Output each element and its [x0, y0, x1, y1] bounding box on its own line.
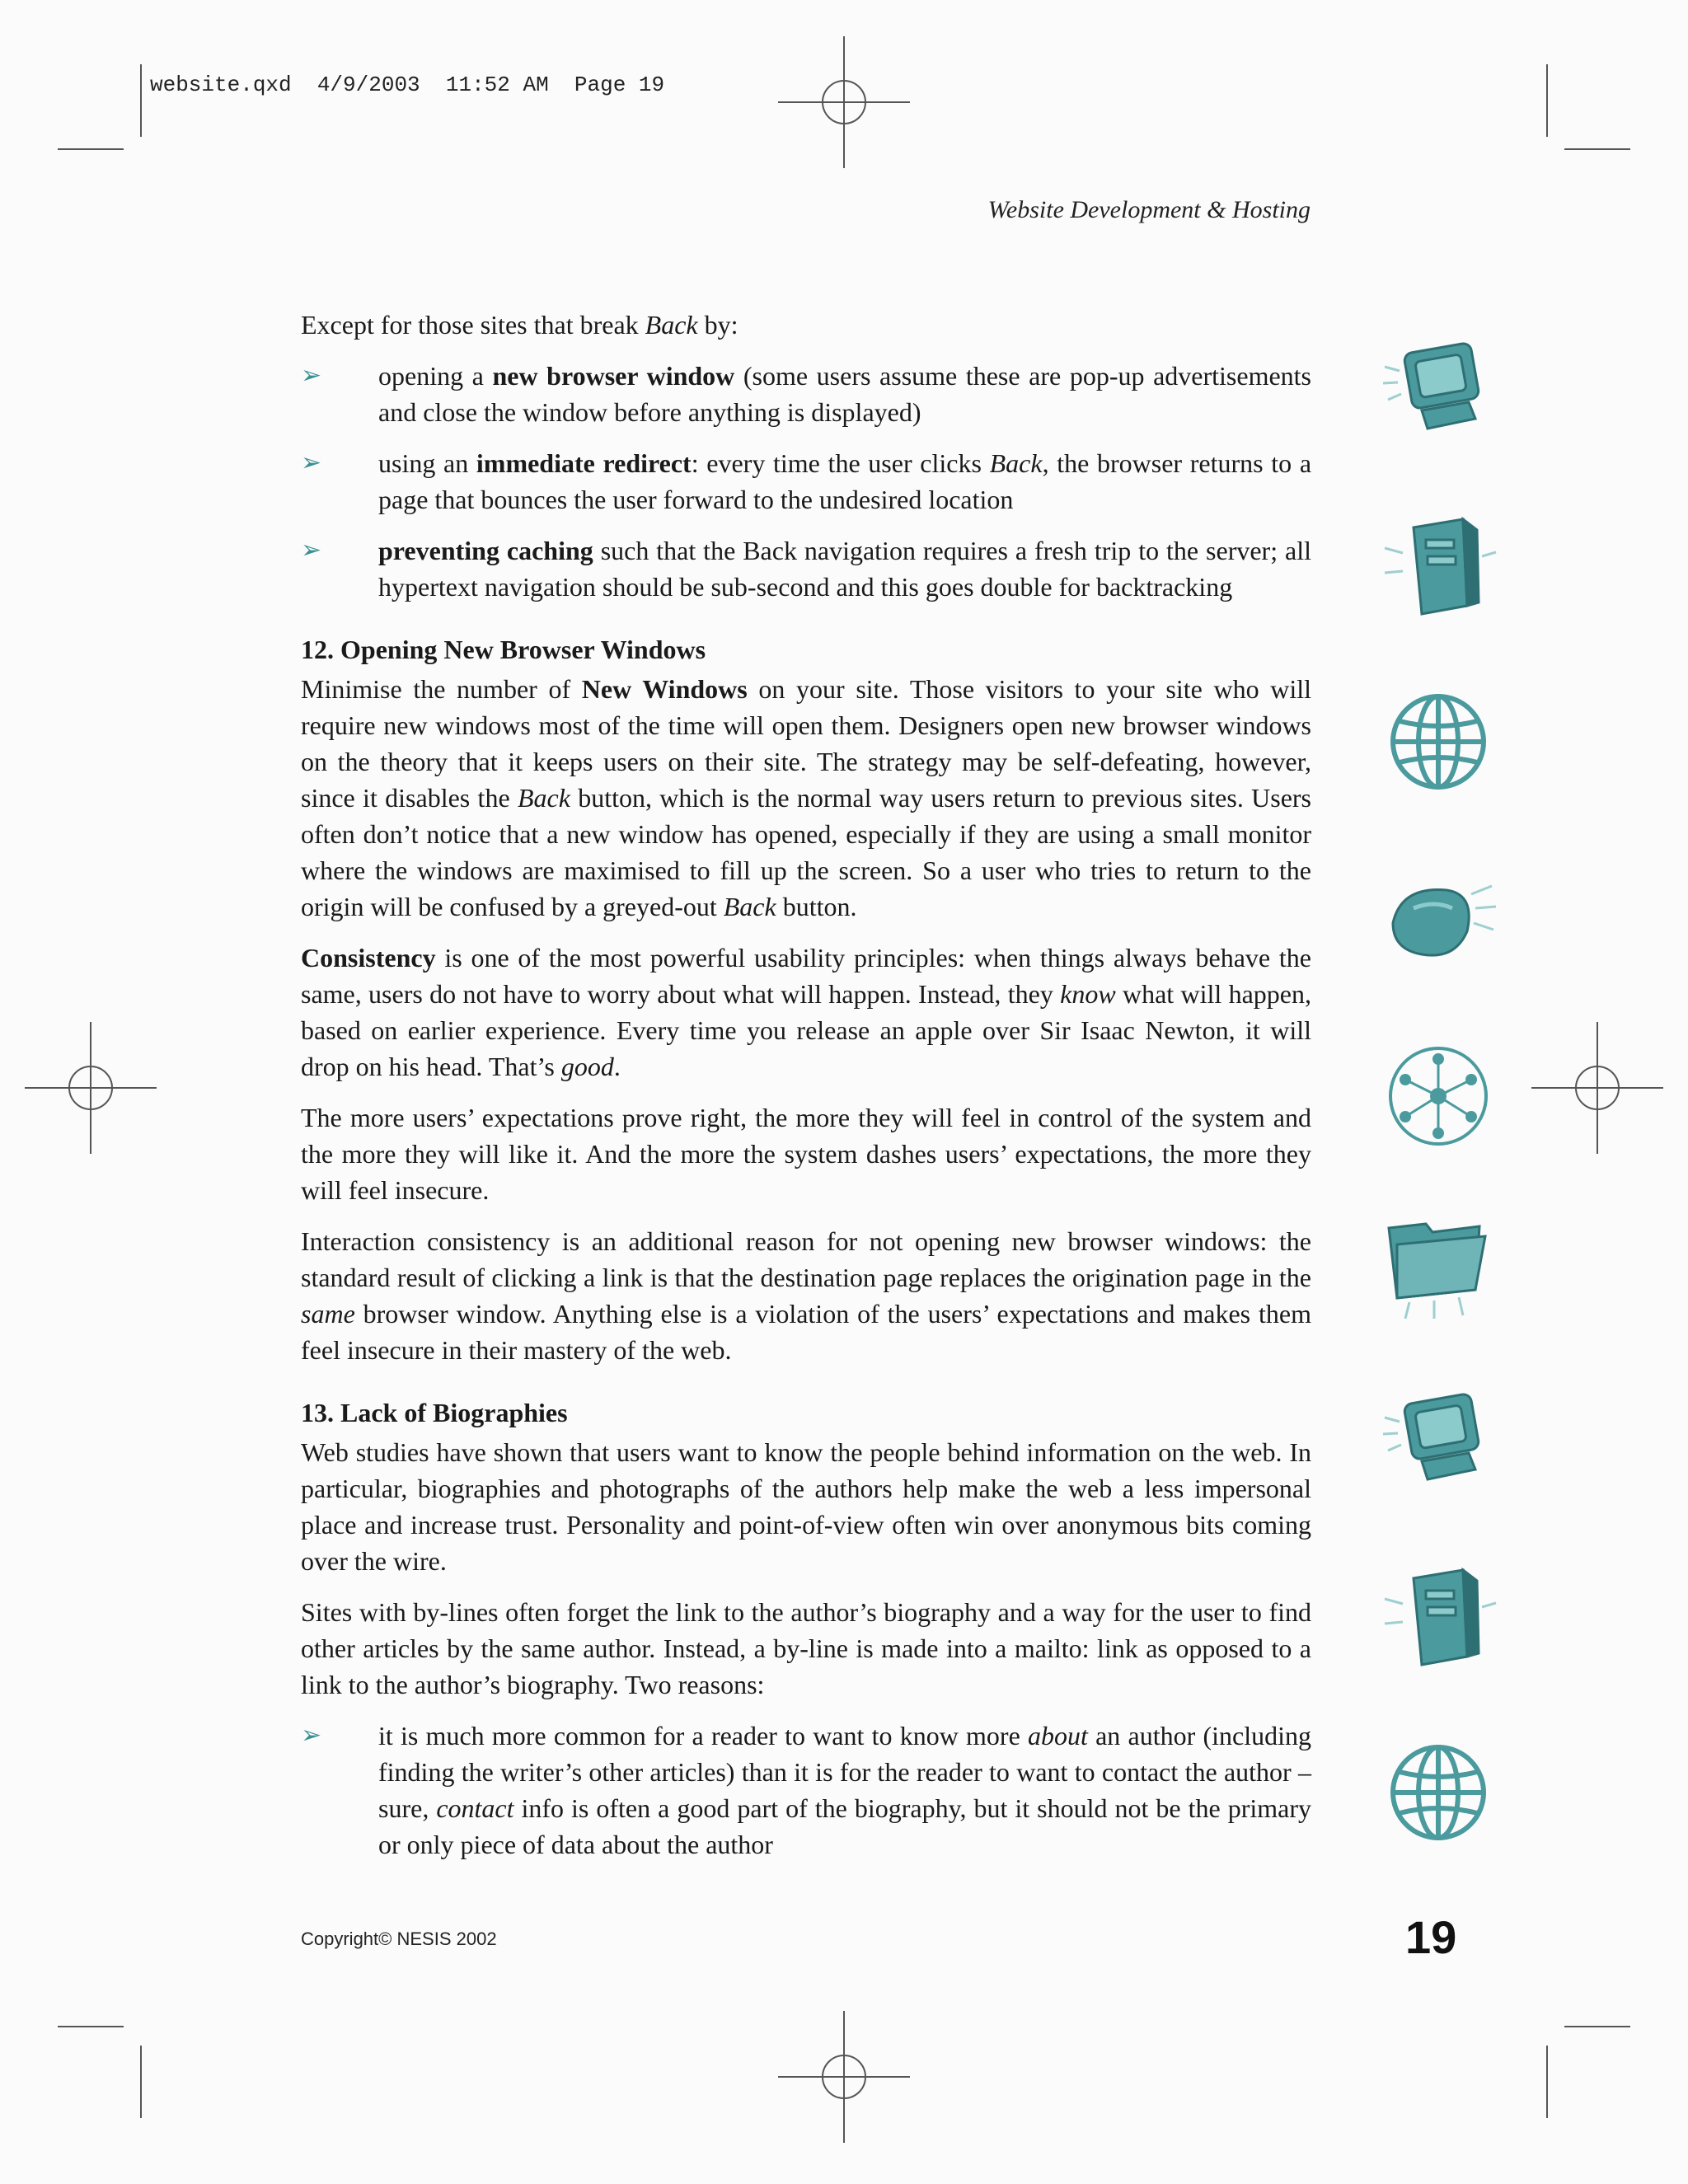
list-italic: Back: [989, 448, 1043, 478]
text: browser window. Anything else is a violation of the users’ expectations and makes them feel insecure in their mastery of the web.: [301, 1299, 1311, 1365]
crop-mark: [58, 148, 124, 150]
computer-monitor-icon: [1376, 1380, 1500, 1504]
text: is one of the most powerful usability principles: when things always behave the same, users do not have to worry about what will happen. Instead, they: [301, 943, 1311, 1009]
list-text: , the browser returns to a page that bounces the user forward to the undesired location: [378, 448, 1312, 514]
italic-text: same: [301, 1299, 355, 1329]
section-12-paragraph-4: [301, 1223, 1311, 1368]
list-italic: about: [1028, 1721, 1088, 1750]
section-13-paragraph-1: Web studies have shown that users want to know the people behind information on the web. In particular, biographies and photographs of the authors help make the web a less impersonal place and increase trust. Personality and point-of-view often win over anonymous bits coming over the wire.: [301, 1437, 1311, 1576]
list-text: using an: [378, 448, 476, 478]
italic-text: Back: [723, 892, 776, 921]
computer-tower-icon: [1376, 507, 1500, 630]
list-text: an author (including finding the writer’s other articles) than it is for the reader to want to contact the author – sure,: [378, 1721, 1312, 1823]
italic-text: know: [1060, 979, 1116, 1009]
list-text: (some users assume these are pop-up advertisements and close the window before anything is displayed): [378, 361, 1312, 427]
computer-monitor-icon: [1376, 330, 1500, 453]
network-hub-icon: [1376, 1034, 1500, 1158]
mouse-icon: [1376, 857, 1500, 981]
globe-icon: [1376, 1731, 1500, 1854]
registration-mark-left: [25, 1022, 157, 1154]
bold-text: New Windows: [581, 674, 748, 704]
crop-mark: [1564, 148, 1630, 150]
back-breaking-list: [301, 358, 1311, 605]
list-item: [301, 358, 1311, 430]
italic-text: good: [560, 1052, 614, 1081]
arrow-bullet-icon: ➢: [301, 1721, 322, 1750]
italic-text: Back: [517, 783, 570, 813]
page-number: 19: [1405, 1911, 1457, 1963]
list-text: opening a: [378, 361, 493, 391]
section-12-paragraph-3: The more users’ expectations prove right, the more they will feel in control of the system and the more they will like it. And the more the system dashes users’ expectations, the more they will feel insecure.: [301, 1103, 1311, 1205]
section-13-heading: 13. Lack of Biographies: [301, 1398, 568, 1427]
list-bold: new browser window: [492, 361, 735, 391]
list-bold: preventing caching: [378, 536, 593, 565]
crop-mark: [1546, 2046, 1548, 2118]
text: button, which is the normal way users return to previous sites. Users often don’t notice that a new window has opened, especially if they are using a small monitor where the windows are maximised to fill up the screen. So a user who tries to return to the origin will be confused by a greyed-out: [301, 783, 1312, 921]
intro-text: Except for those sites that break: [301, 310, 645, 340]
section-12-paragraph-2: [301, 940, 1311, 1085]
crop-mark: [1564, 2026, 1630, 2027]
crop-mark: [140, 64, 142, 137]
bold-text: Consistency: [301, 943, 436, 972]
registration-mark-bottom: [778, 2011, 910, 2143]
list-item: [301, 532, 1311, 605]
copyright-footer: Copyright© NESIS 2002: [301, 1929, 497, 1949]
list-item: [301, 445, 1311, 518]
reasons-list: [301, 1718, 1311, 1863]
text: Minimise the number of: [301, 674, 582, 704]
globe-icon: [1376, 680, 1500, 804]
crop-mark: [58, 2026, 124, 2027]
section-12-heading: 12. Opening New Browser Windows: [301, 635, 706, 664]
text: on your site. Those visitors to your site who will require new windows most of the time will open them. Designers open new browser windows on the theory that it keeps users on their site. The strategy may be self-defeating, however, since it disables the: [301, 674, 1312, 813]
list-text: : every time the user clicks: [691, 448, 990, 478]
computer-tower-icon: [1376, 1558, 1500, 1681]
text: what will happen, based on earlier experience. Every time you release an apple over Sir Isaac Newton, it will drop on his head. That’s: [301, 979, 1312, 1081]
registration-mark-top: [778, 36, 910, 168]
text: Interaction consistency is an additional reason for not opening new browser windows: the standard result of clicking a link is that the destination page replaces the origination page in the: [301, 1226, 1311, 1292]
crop-mark: [1546, 64, 1548, 137]
running-head: Website Development & Hosting: [987, 196, 1311, 223]
text: button.: [776, 892, 857, 921]
list-text: such that the Back navigation requires a fresh trip to the server; all hypertext navigation should be sub-second and this goes double for backtracking: [378, 536, 1312, 602]
arrow-bullet-icon: ➢: [301, 536, 322, 565]
arrow-bullet-icon: ➢: [301, 361, 322, 390]
text: .: [613, 1052, 621, 1081]
registration-mark-right: [1531, 1022, 1663, 1154]
intro-emphasis: Back: [645, 310, 698, 340]
section-12-paragraph-1: [301, 671, 1311, 925]
intro-text: by:: [697, 310, 738, 340]
crop-mark: [140, 2046, 142, 2118]
list-text: info is often a good part of the biography, but it should not be the primary or only piece of data about the author: [378, 1793, 1312, 1859]
print-slug: website.qxd 4/9/2003 11:52 AM Page 19: [150, 73, 665, 97]
body-content: [301, 307, 1311, 1877]
intro-paragraph: [301, 307, 1311, 343]
list-item: [301, 1718, 1311, 1863]
list-text: it is much more common for a reader to want to know more: [378, 1721, 1028, 1750]
list-bold: immediate redirect: [476, 448, 692, 478]
section-13-paragraph-2: Sites with by-lines often forget the link to the author’s biography and a way for the user to find other articles by the same author. Instead, a by-line is made into a mailto: link as opposed to a link to the author’s biography. Two reasons:: [301, 1597, 1311, 1699]
folder-icon: [1376, 1203, 1500, 1327]
arrow-bullet-icon: ➢: [301, 448, 322, 477]
list-italic: contact: [436, 1793, 514, 1823]
